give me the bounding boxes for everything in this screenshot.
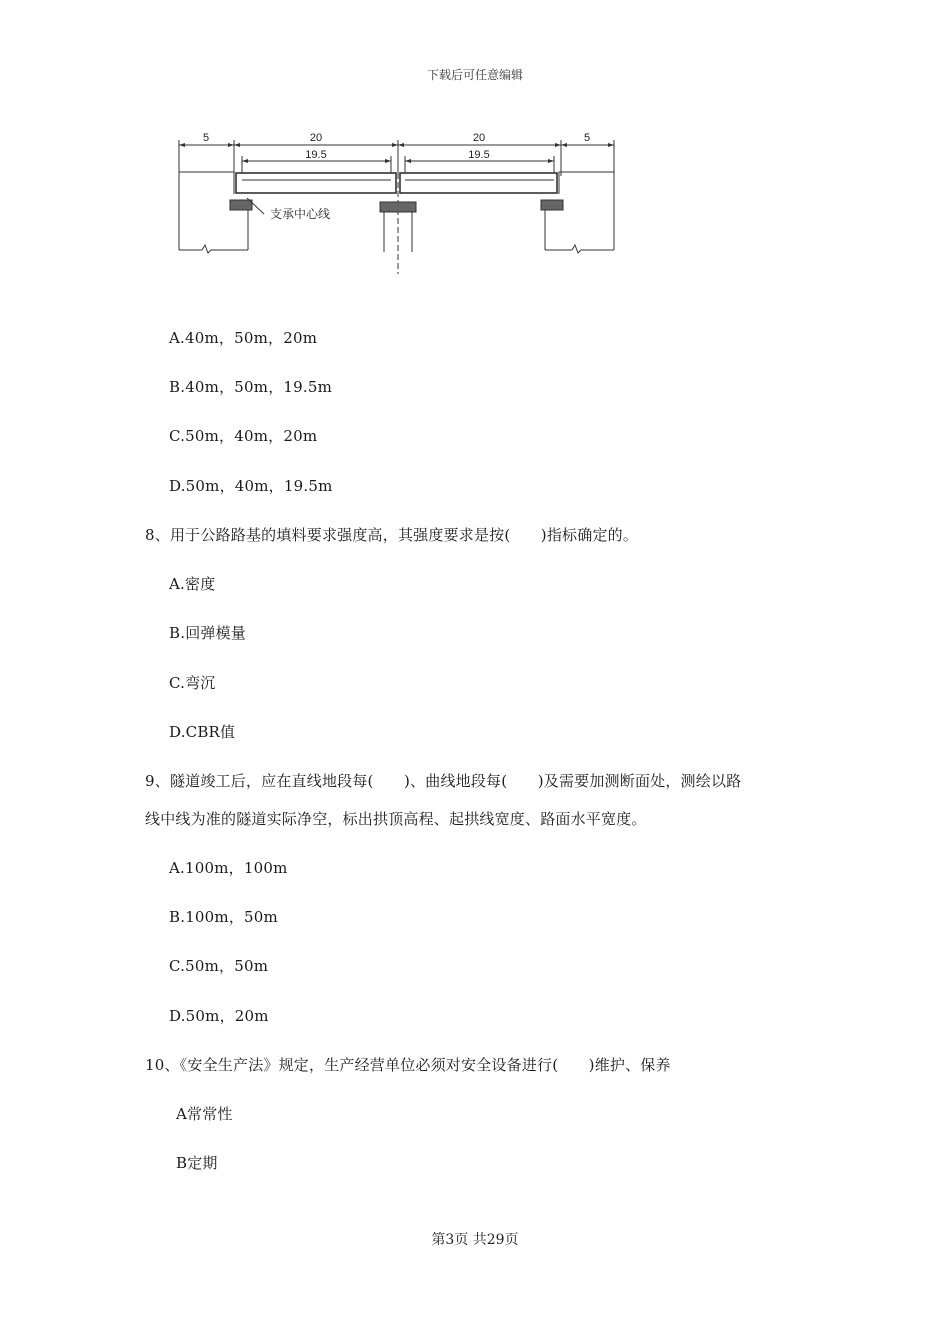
bearing-centerline-label: 支承中心线 bbox=[269, 207, 331, 221]
q8-stem: 8、用于公路路基的填料要求强度高，其强度要求是按( )指标确定的。 bbox=[145, 526, 639, 544]
q7-option-d: D.50m，40m，19.5m bbox=[169, 477, 333, 495]
page-header: 下载后可任意编辑 bbox=[426, 68, 523, 82]
q8-option-b: B.回弹模量 bbox=[169, 624, 246, 642]
q7-option-c: C.50m，40m，20m bbox=[169, 427, 318, 445]
q9-option-b: B.100m，50m bbox=[169, 908, 278, 926]
q9-option-d: D.50m，20m bbox=[169, 1007, 269, 1025]
q8-option-d: D.CBR值 bbox=[169, 723, 236, 741]
dim-span1: 20 bbox=[309, 132, 323, 144]
q9-stem-line1: 9、隧道竣工后，应在直线地段每( )、曲线地段每( )及需要加测断面处，测绘以路 bbox=[145, 772, 742, 790]
q8-option-a: A.密度 bbox=[169, 575, 216, 593]
q7-option-a: A.40m，50m，20m bbox=[169, 329, 318, 347]
dim-span1-inner: 19.5 bbox=[305, 149, 327, 161]
page-footer: 第3页 共29页 bbox=[431, 1232, 519, 1248]
dim-span2: 20 bbox=[472, 132, 486, 144]
q8-option-c: C.弯沉 bbox=[169, 674, 216, 692]
q9-stem-line2: 线中线为准的隧道实际净空，标出拱顶高程、起拱线宽度、路面水平宽度。 bbox=[145, 810, 647, 828]
q9-option-a: A.100m，100m bbox=[169, 859, 288, 877]
dim-span2-inner: 19.5 bbox=[468, 149, 490, 161]
q10-option-b: B定期 bbox=[176, 1154, 218, 1172]
dim-left-span: 5 bbox=[202, 132, 210, 144]
q10-option-a: A常常性 bbox=[176, 1105, 233, 1123]
q7-option-b: B.40m，50m，19.5m bbox=[169, 378, 333, 396]
q10-stem: 10、《安全生产法》规定，生产经营单位必须对安全设备进行( )维护、保养 bbox=[145, 1056, 671, 1074]
q9-option-c: C.50m，50m bbox=[169, 957, 269, 975]
bridge-diagram bbox=[172, 128, 622, 278]
dim-right-span: 5 bbox=[583, 132, 591, 144]
